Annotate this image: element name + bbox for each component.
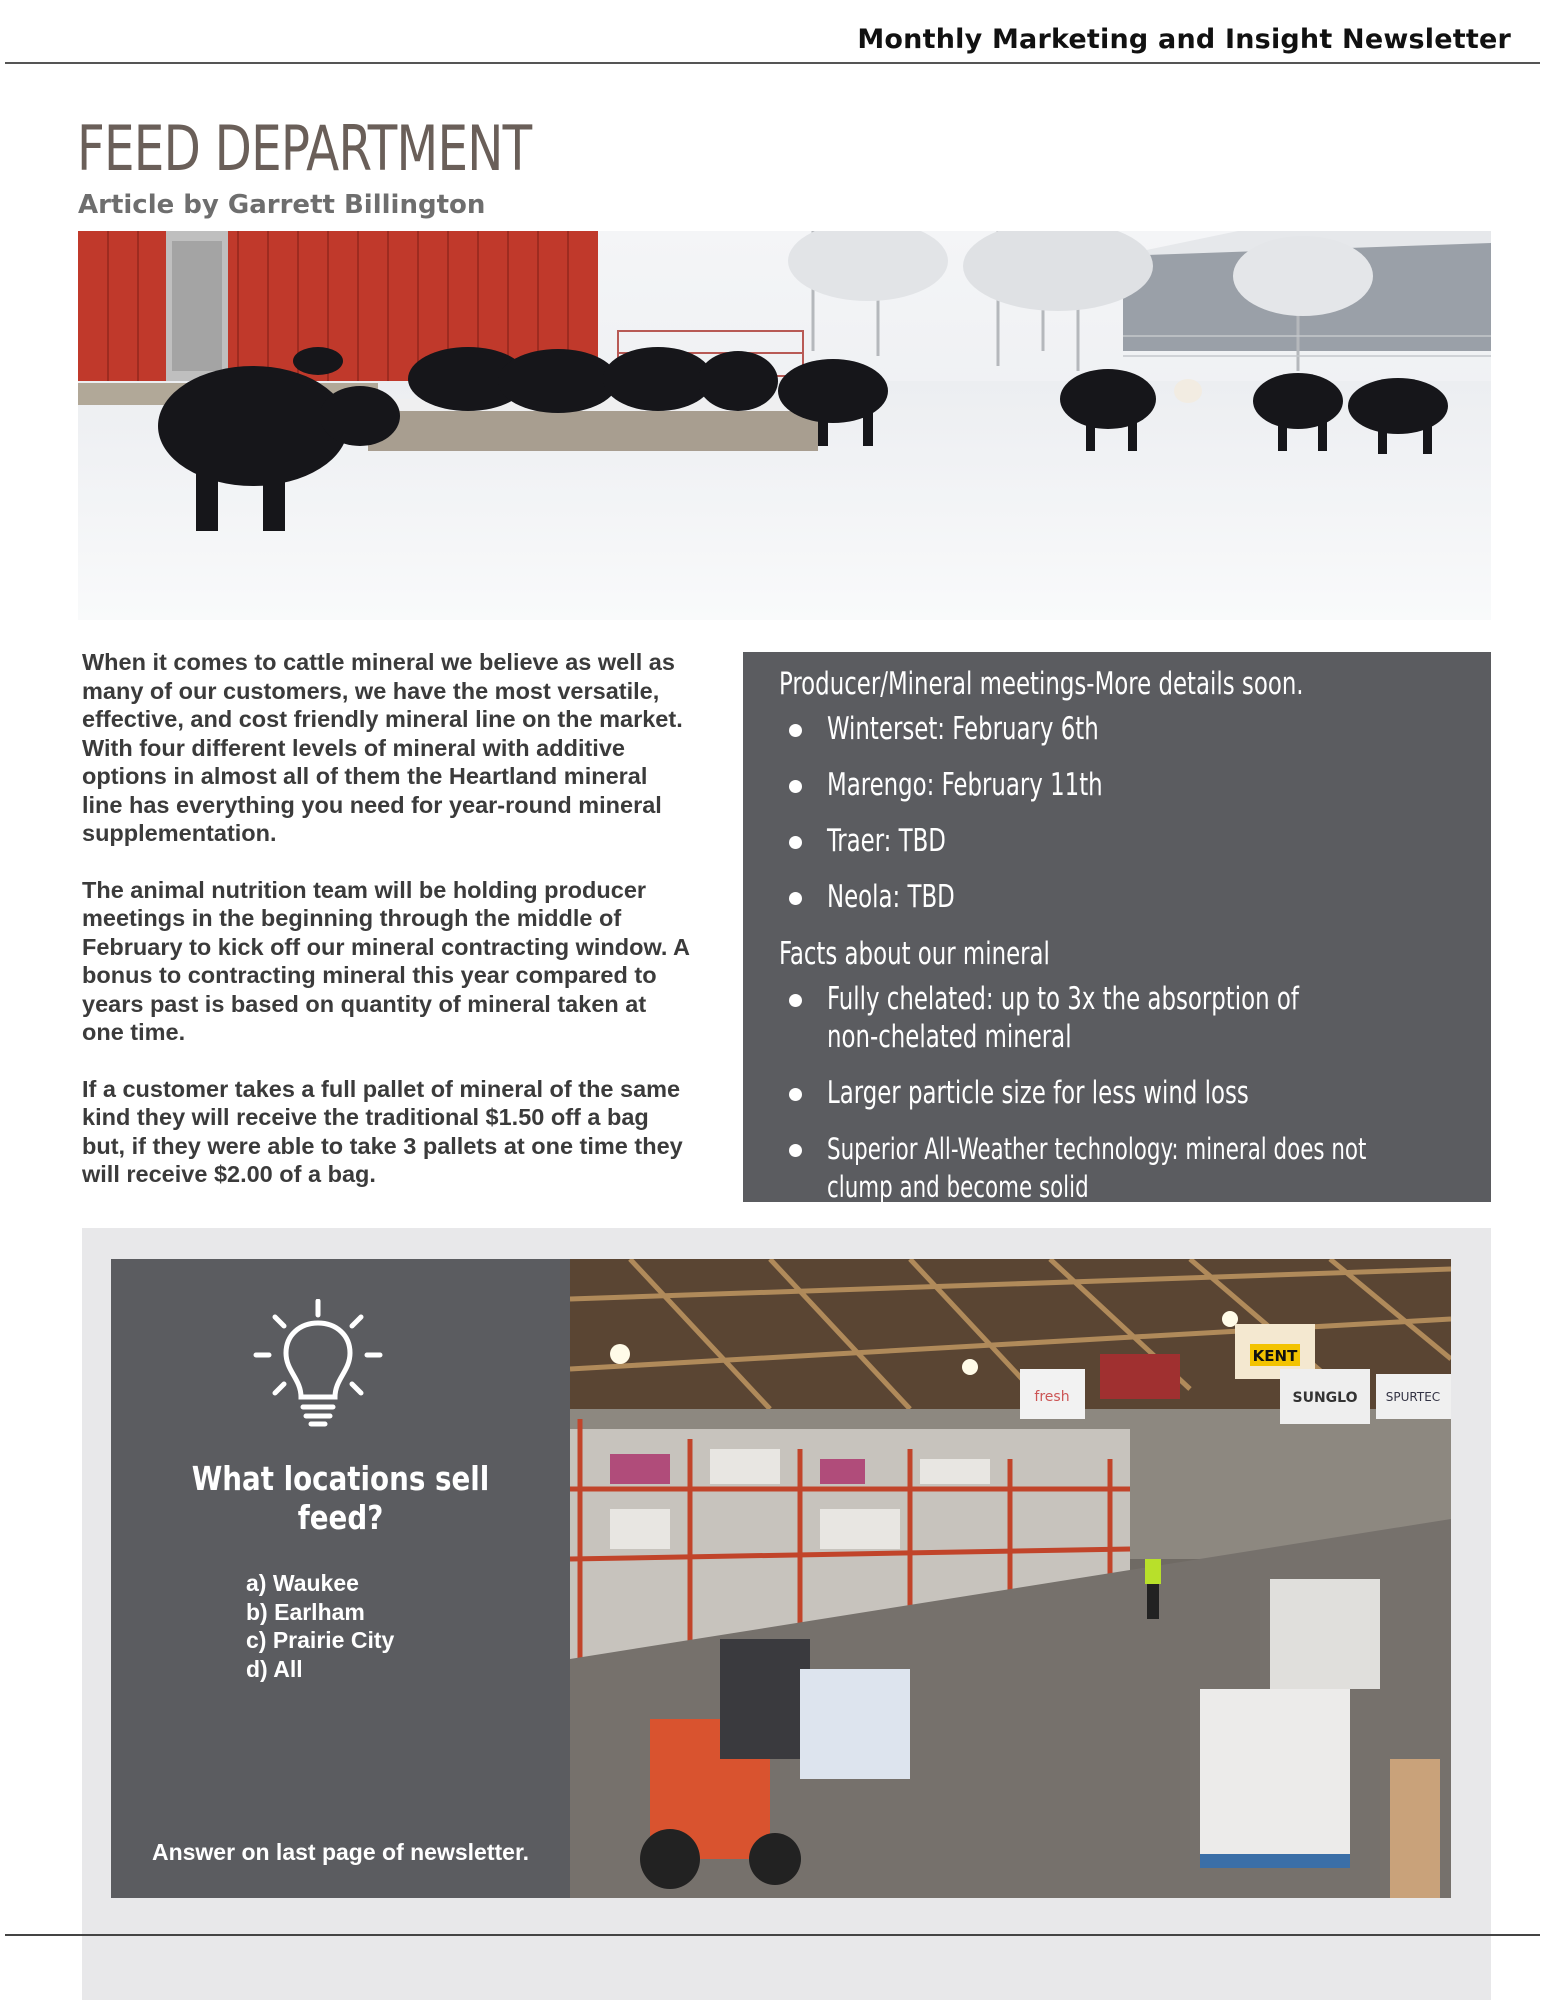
banner-text: KENT — [1252, 1347, 1298, 1365]
facts-heading: Facts about our mineral — [779, 936, 1050, 972]
banner-text: fresh — [1034, 1389, 1070, 1405]
meeting-item: Traer: TBD — [779, 822, 1461, 860]
quiz-options — [246, 1569, 394, 1683]
quiz-answer-note: Answer on last page of newsletter. — [151, 1839, 530, 1865]
footer-divider — [5, 1934, 1540, 1936]
banner-text: SUNGLO — [1292, 1390, 1358, 1406]
newsletter-title: Monthly Marketing and Insight Newsletter — [857, 24, 1511, 55]
cattle-in-snow-photo — [78, 231, 1491, 620]
article-paragraph: The animal nutrition team will be holding producer meetings in the beginning through the middle of February to kick off our mineral contracting window. A bonus to contracting mineral this year compared to years past is based on quantity of mineral taken at one time. — [82, 876, 690, 1045]
meeting-item: Marengo: February 11th — [779, 766, 1461, 804]
lightbulb-icon — [253, 1299, 383, 1429]
quiz-option: c) Prairie City — [246, 1627, 395, 1653]
article-body — [82, 648, 690, 1217]
article-paragraph: If a customer takes a full pallet of mineral of the same kind they will receive the traditional $1.50 off a bag but, if they were able to take 3 pallets at one time they will receive $2.00 of a bag. — [82, 1075, 683, 1187]
meeting-item: Winterset: February 6th — [779, 710, 1461, 748]
banner-text: SPURTEC — [1385, 1390, 1441, 1404]
quiz-option: a) Waukee — [246, 1570, 359, 1596]
article-paragraph: When it comes to cattle mineral we believe as well as many of our customers, we have the most versatile, effective, and cost friendly mineral line on the market. With four different levels of mineral with additive options in almost all of them the Heartland mineral line has everything you need for year-round mineral supplementation. — [82, 649, 683, 846]
header-divider — [5, 62, 1540, 64]
meetings-list — [779, 710, 1461, 916]
quiz-question: What locations sell feed? — [191, 1459, 490, 1537]
meetings-panel — [743, 652, 1491, 1202]
quiz-option: b) Earlham — [246, 1598, 365, 1625]
fact-item: Superior All-Weather technology: mineral does not clump and become solid — [779, 1130, 1461, 1206]
fact-item: Larger particle size for less wind loss — [779, 1074, 1461, 1112]
fact-item: Fully chelated: up to 3x the absorption of non-chelated mineral — [779, 980, 1461, 1056]
meeting-item: Neola: TBD — [779, 878, 1461, 916]
meetings-heading: Producer/Mineral meetings-More details soon. — [779, 666, 1304, 702]
department-title: FEED DEPARTMENT — [77, 112, 532, 185]
article-byline: Article by Garrett Billington — [78, 190, 486, 220]
quiz-option: d) All — [246, 1655, 303, 1682]
quiz-card — [111, 1259, 570, 1898]
facts-list — [779, 980, 1461, 1206]
feed-warehouse-photo — [570, 1259, 1451, 1898]
